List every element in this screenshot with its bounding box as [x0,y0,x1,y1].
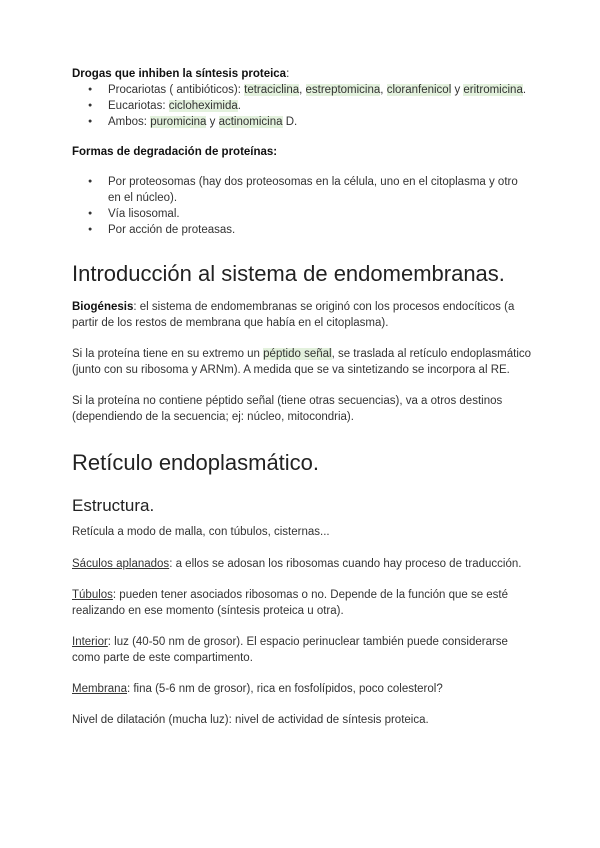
document-page [72,66,532,728]
interior-paragraph: Interior: luz (40-50 nm de grosor). El espacio perinuclear también puede considerarse como parte de este compartimento. [72,636,508,664]
list-item: ● Procariotas ( antibióticos): tetraciclina, estreptomicina, cloranfenicol y eritromicina. [108,82,532,98]
biogenesis-paragraph: Biogénesis: el sistema de endomembranas se originó con los procesos endocíticos (a partir de los restos de membrana que había en el citoplasma). [72,301,515,329]
degradation-list [72,174,532,238]
drugs-title: Drogas que inhiben la síntesis proteica: [72,68,290,80]
list-item: ● Ambos: puromicina y actinomicina D. [108,114,532,130]
drugs-list [72,82,532,130]
intro-heading: Introducción al sistema de endomembranas. [72,261,505,286]
degradation-title: Formas de degradación de proteínas: [72,146,278,158]
tubulos-paragraph: Túbulos: pueden tener asociados ribosomas o no. Depende de la función que se esté realizando en ese momento (síntesis proteica u otra). [72,589,509,617]
list-item: ● Por proteosomas (hay dos proteosomas en la célula, uno en el citoplasma y otro en el núcleo). [108,174,532,206]
list-item: ● Por acción de proteasas. [108,222,532,238]
list-item: ● Eucariotas: cicloheximida. [108,98,532,114]
dilatacion-paragraph: Nivel de dilatación (mucha luz): nivel de actividad de síntesis proteica. [72,714,429,726]
signal-peptide-paragraph: Si la proteína tiene en su extremo un péptido señal, se traslada al retículo endoplasmático (junto con su ribosoma y ARNm). A medida que se va sintetizando se incorpora al RE. [72,348,532,376]
list-item: ● Vía lisosomal. [108,206,532,222]
no-signal-paragraph: Si la proteína no contiene péptido señal (tiene otras secuencias), va a otros destinos (dependiendo de la secuencia; ej: núcleo, mitocondria). [72,395,503,423]
reticula-paragraph: Retícula a modo de malla, con túbulos, cisternas... [72,526,330,538]
saculos-paragraph: Sáculos aplanados: a ellos se adosan los ribosomas cuando hay proceso de traducción. [72,558,522,570]
membrana-paragraph: Membrana: fina (5-6 nm de grosor), rica en fosfolípidos, poco colesterol? [72,683,443,695]
structure-subheading: Estructura. [72,496,155,515]
re-heading: Retículo endoplasmático. [72,450,320,475]
